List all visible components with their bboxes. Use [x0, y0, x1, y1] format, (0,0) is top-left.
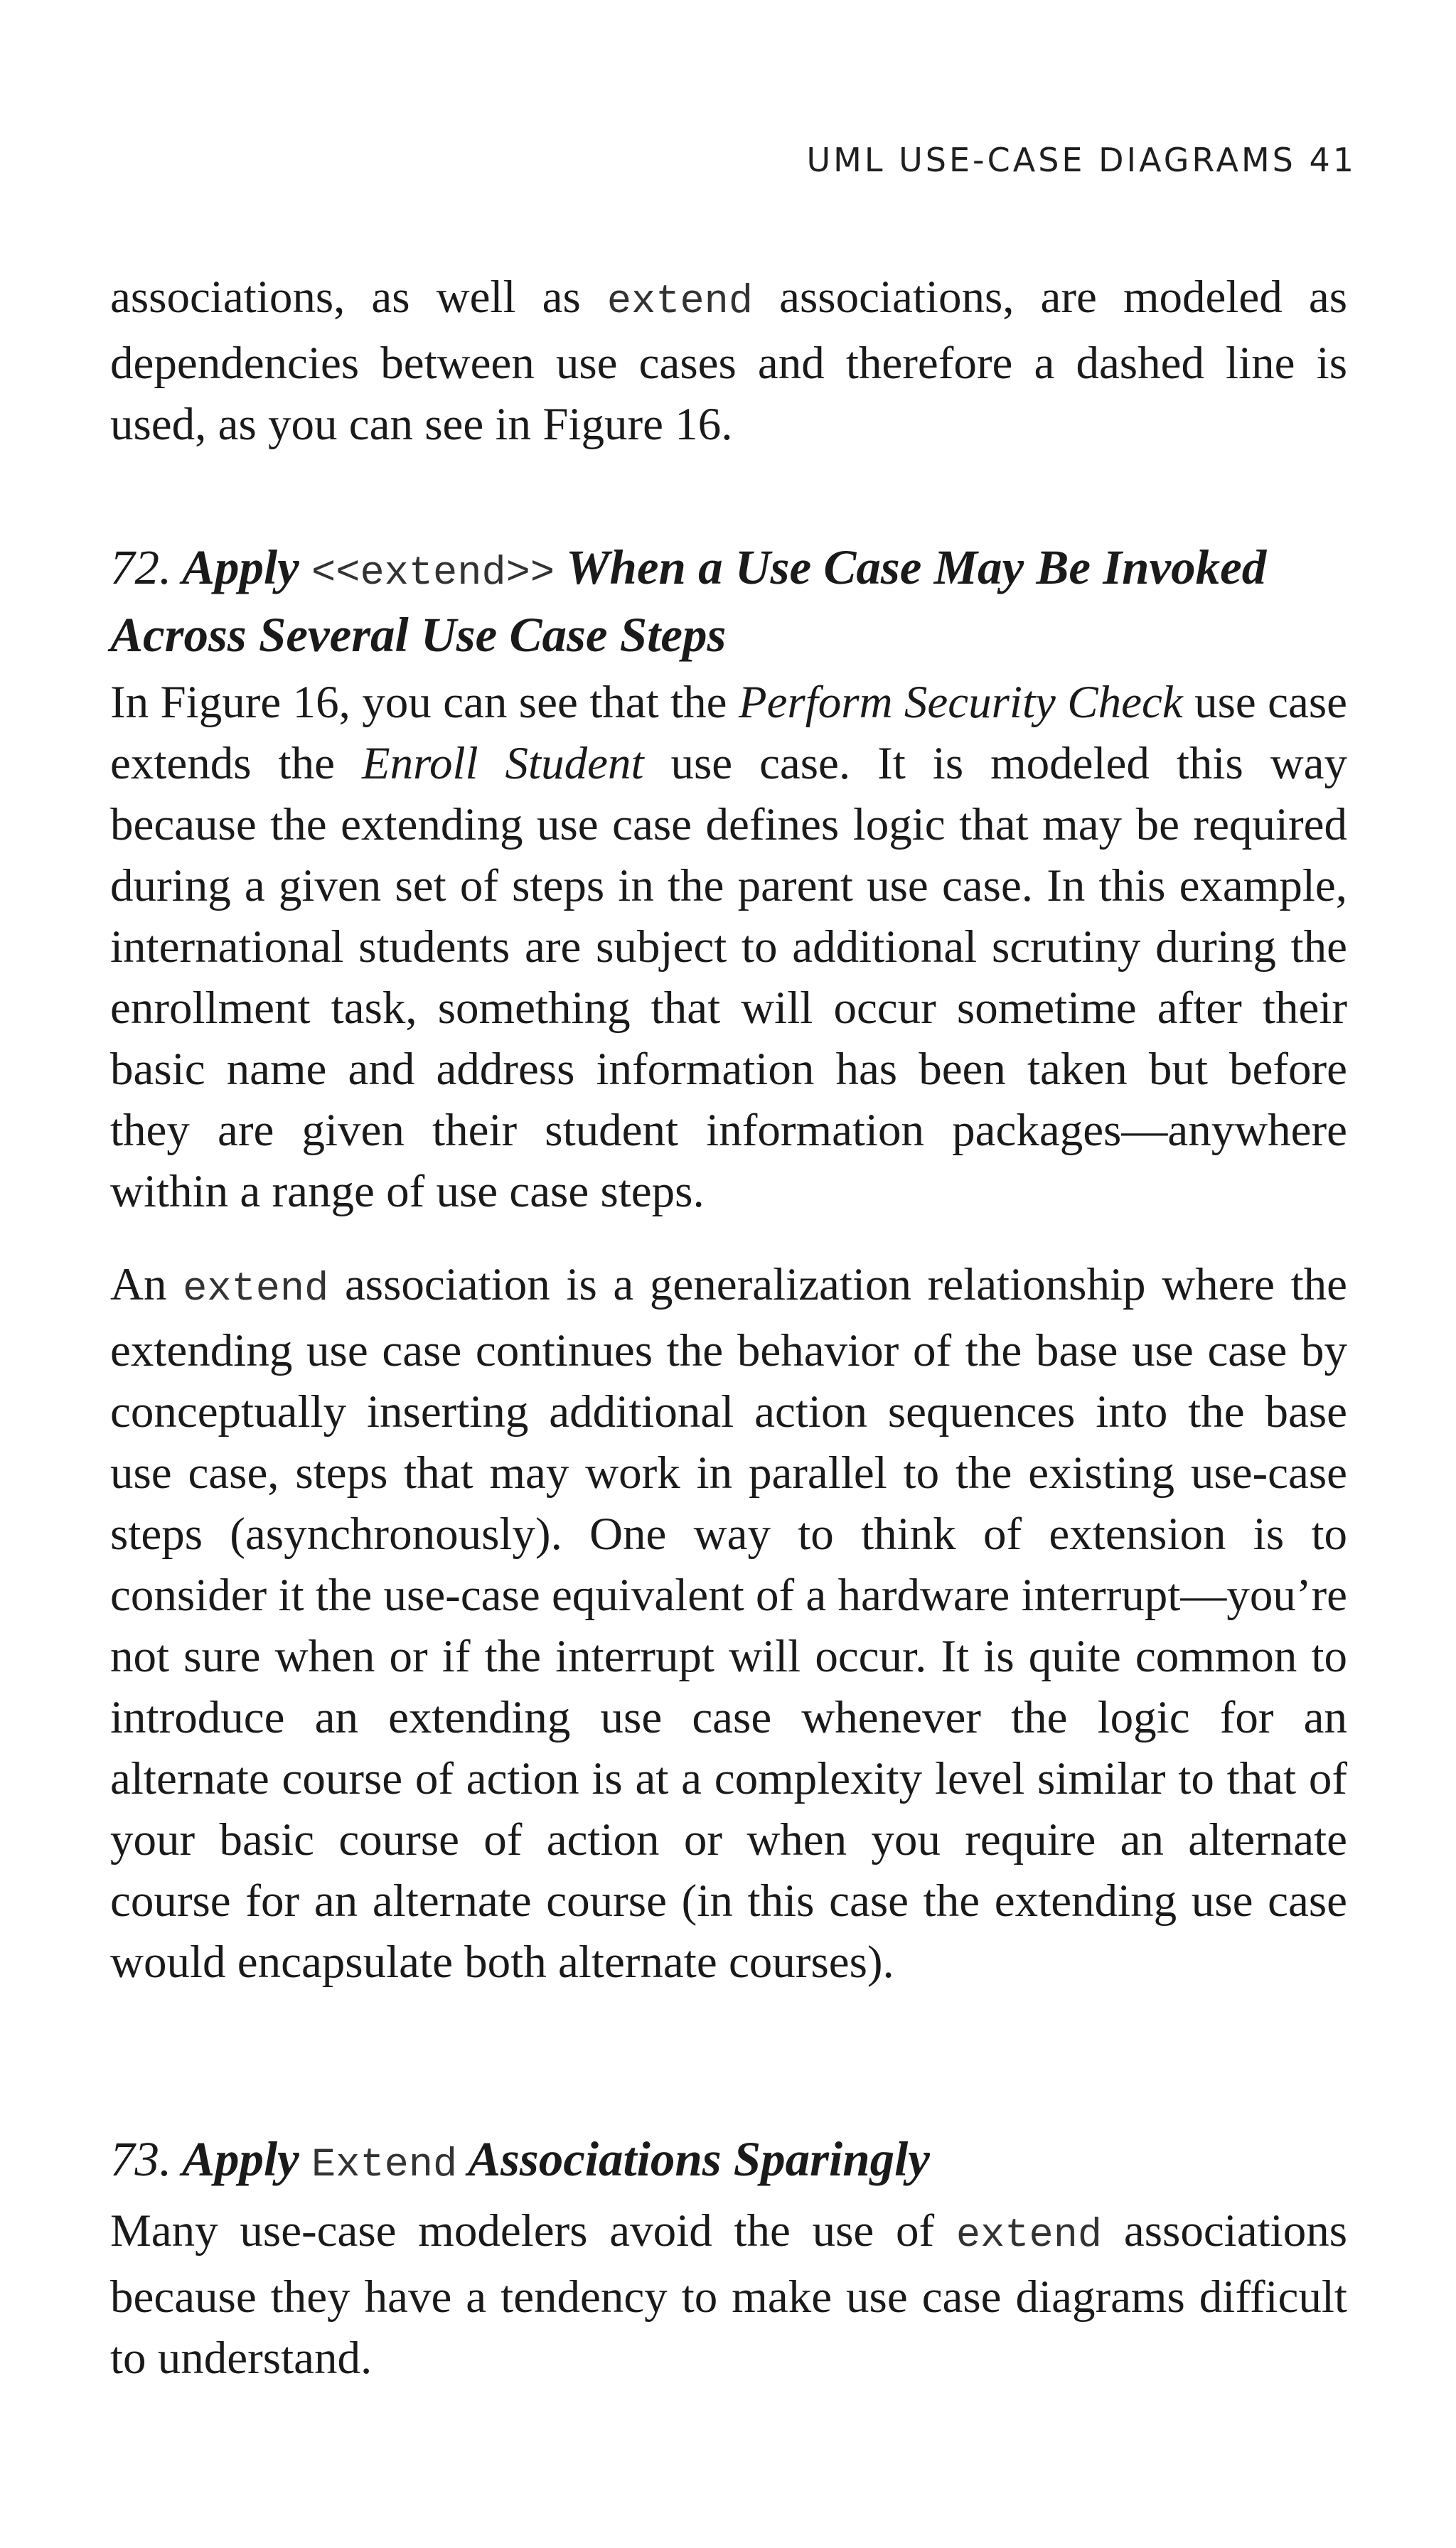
heading-text: When a Use Case May Be Invoked Across Several Use Case Steps [110, 540, 1267, 662]
emphasis-term: Perform Security Check [738, 677, 1183, 728]
code-term: Extend [311, 2143, 458, 2188]
section-heading-72 [110, 537, 1347, 665]
paragraph-text: Many use-case modelers avoid the use of [110, 2205, 956, 2257]
paragraph-text: association is a generalization relationship where the extending use case continues the behavior of the base use case by conceptually inserting additional action sequences into the base use case, steps that may work in parallel to the existing use-case steps (asynchronously). One way to think of extension is to consider it the use-case equivalent of a hardware interrupt—you’re not sure when or if the interrupt will occur. It is quite common to introduce an extending use case whenever the logic for an alternate course of action is at a complexity level similar to that of your basic course of action or when you require an alternate course for an alternate course (in this case the extending use case would encapsulate both alternate courses). [110, 1259, 1347, 1988]
section-number: 72. [110, 540, 172, 594]
paragraph-text: associations, as well as [110, 272, 607, 323]
section-heading-73 [110, 2129, 1347, 2196]
heading-word: Apply [181, 540, 299, 594]
running-header: UML USE-CASE DIAGRAMS 41 [806, 141, 1356, 179]
code-term: extend [956, 2213, 1103, 2259]
paragraph-text: An [110, 1259, 183, 1310]
code-term: extend [183, 1267, 329, 1312]
heading-word: Apply [181, 2132, 299, 2186]
heading-text: Associations Sparingly [467, 2132, 930, 2186]
paragraph-text: use case extends the [110, 677, 1347, 789]
paragraph-dependencies [110, 267, 1347, 455]
code-term: extend [606, 279, 754, 325]
code-term: <<extend>> [311, 551, 555, 596]
emphasis-term: Enroll Student [361, 738, 644, 789]
paragraph-sparingly [110, 2200, 1347, 2389]
paragraph-text: associations, are modeled as dependencies between use cases and therefore a dashed line is used, as you can see in Figure 16. [110, 272, 1347, 450]
paragraph-text: In Figure 16, you can see that the [110, 677, 739, 728]
paragraph-text: associations because they have a tendency to make use case diagrams difficult to understand. [110, 2205, 1347, 2384]
paragraph-text: use case. It is modeled this way because the extending use case defines logic that may be required during a given set of steps in the parent use case. In this example, international students are subject to additional scrutiny during the enrollment task, something that will occur sometime after their basic name and address information has been taken but before they are given their student information packages—anywhere within a range of use case steps. [110, 738, 1347, 1217]
paragraph-figure-16 [110, 672, 1347, 1222]
paragraph-extend-association [110, 1254, 1347, 1993]
section-number: 73. [110, 2132, 172, 2186]
